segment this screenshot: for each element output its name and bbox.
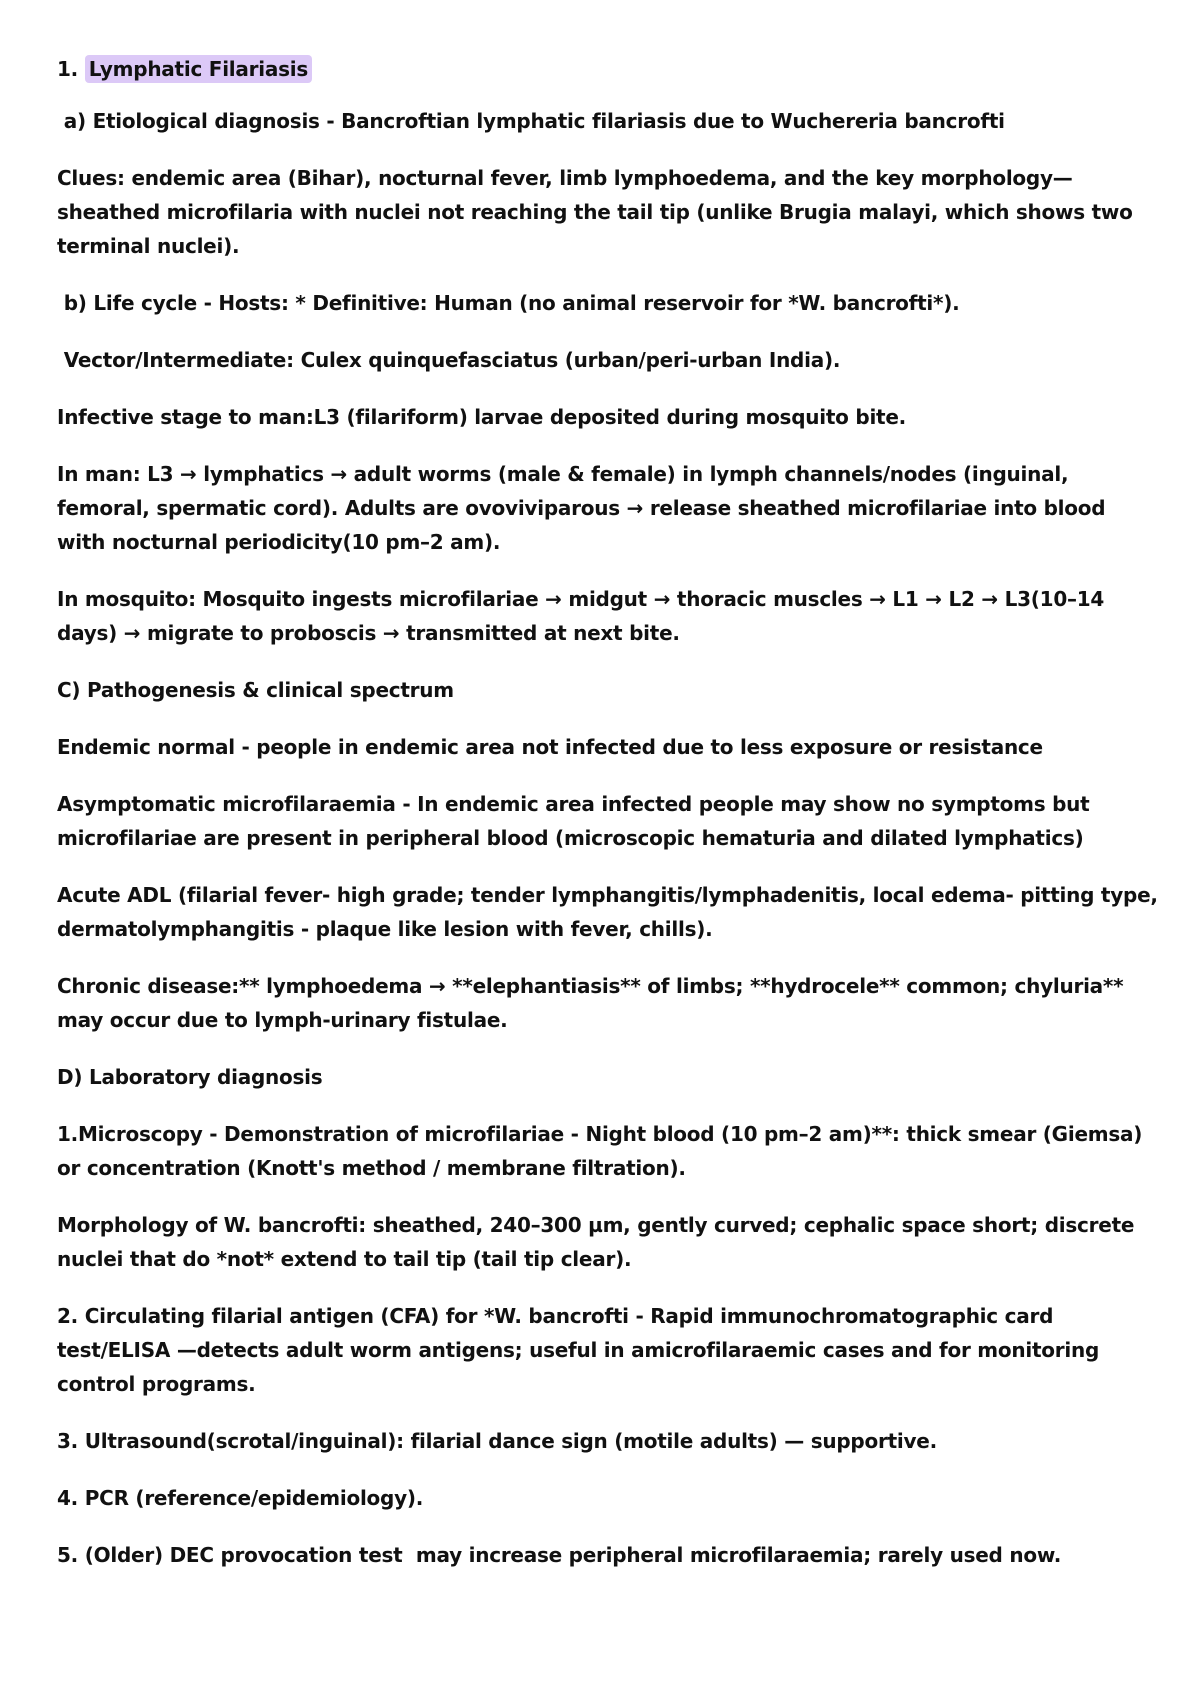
paragraph-microscopy: 1.Microscopy - Demonstration of microfilariae - Night blood (10 pm–2 am)**: thick smear (Giemsa) or concentration (Knott's method / membrane filtration). xyxy=(57,1122,1149,1180)
subheading-laboratory-diagnosis: D) Laboratory diagnosis xyxy=(57,1065,323,1089)
paragraph-etiological-diagnosis: a) Etiological diagnosis - Bancroftian lymphatic filariasis due to Wuchereria bancrofti xyxy=(57,109,1005,133)
paragraph-endemic-normal: Endemic normal - people in endemic area not infected due to less exposure or resistance xyxy=(57,735,1043,759)
paragraph-chronic-disease: Chronic disease:** lymphoedema → **elephantiasis** of limbs; **hydrocele** common; chyluria** may occur due to lymph-urinary fistulae. xyxy=(57,974,1131,1032)
paragraph-life-cycle-hosts: b) Life cycle - Hosts: * Definitive: Human (no animal reservoir for *W. bancrofti*). xyxy=(57,291,960,315)
paragraph-ultrasound: 3. Ultrasound(scrotal/inguinal): filarial dance sign (motile adults) — supportive. xyxy=(57,1429,937,1453)
paragraph-asymptomatic: Asymptomatic microfilaraemia - In endemic area infected people may show no symptoms but microfilariae are present in peripheral blood (microscopic hematuria and dilated lymphatics) xyxy=(57,792,1097,850)
paragraph-dec-test: 5. (Older) DEC provocation test may increase peripheral microfilaraemia; rarely used now. xyxy=(57,1543,1062,1567)
paragraph-cfa: 2. Circulating filarial antigen (CFA) for *W. bancrofti - Rapid immunochromatographic card test/ELISA —detects adult worm antigens; useful in amicrofilaraemic cases and for monitoring control programs. xyxy=(57,1304,1106,1396)
paragraph-acute-adl: Acute ADL (filarial fever- high grade; tender lymphangitis/lymphadenitis, local edema- pitting type, dermatolymphangitis - plaque like lesion with fever, chills). xyxy=(57,883,1165,941)
subheading-pathogenesis: C) Pathogenesis & clinical spectrum xyxy=(57,678,454,702)
heading-number: 1. xyxy=(57,57,79,81)
paragraph-in-man: In man: L3 → lymphatics → adult worms (male & female) in lymph channels/nodes (inguinal, femoral, spermatic cord). Adults are ovoviviparous → release sheathed microfilariae into blood with nocturnal periodicity(10 pm–2 am). xyxy=(57,462,1113,554)
section-heading xyxy=(57,52,1160,86)
paragraph-morphology: Morphology of W. bancrofti: sheathed, 240–300 µm, gently curved; cephalic space short; discrete nuclei that do *not* extend to tail tip (tail tip clear). xyxy=(57,1213,1141,1271)
heading-title-highlighted: Lymphatic Filariasis xyxy=(85,55,312,83)
paragraph-clues: Clues: endemic area (Bihar), nocturnal fever, limb lymphoedema, and the key morphology—sheathed microfilaria with nuclei not reaching the tail tip (unlike Brugia malayi, which shows two terminal nuclei). xyxy=(57,166,1140,258)
paragraph-pcr: 4. PCR (reference/epidemiology). xyxy=(57,1486,424,1510)
paragraph-infective-stage: Infective stage to man:L3 (filariform) larvae deposited during mosquito bite. xyxy=(57,405,907,429)
paragraph-in-mosquito: In mosquito: Mosquito ingests microfilariae → midgut → thoracic muscles → L1 → L2 → L3(10–14 days) → migrate to proboscis → transmitted at next bite. xyxy=(57,587,1111,645)
paragraph-vector: Vector/Intermediate: Culex quinquefasciatus (urban/peri-urban India). xyxy=(57,348,841,372)
